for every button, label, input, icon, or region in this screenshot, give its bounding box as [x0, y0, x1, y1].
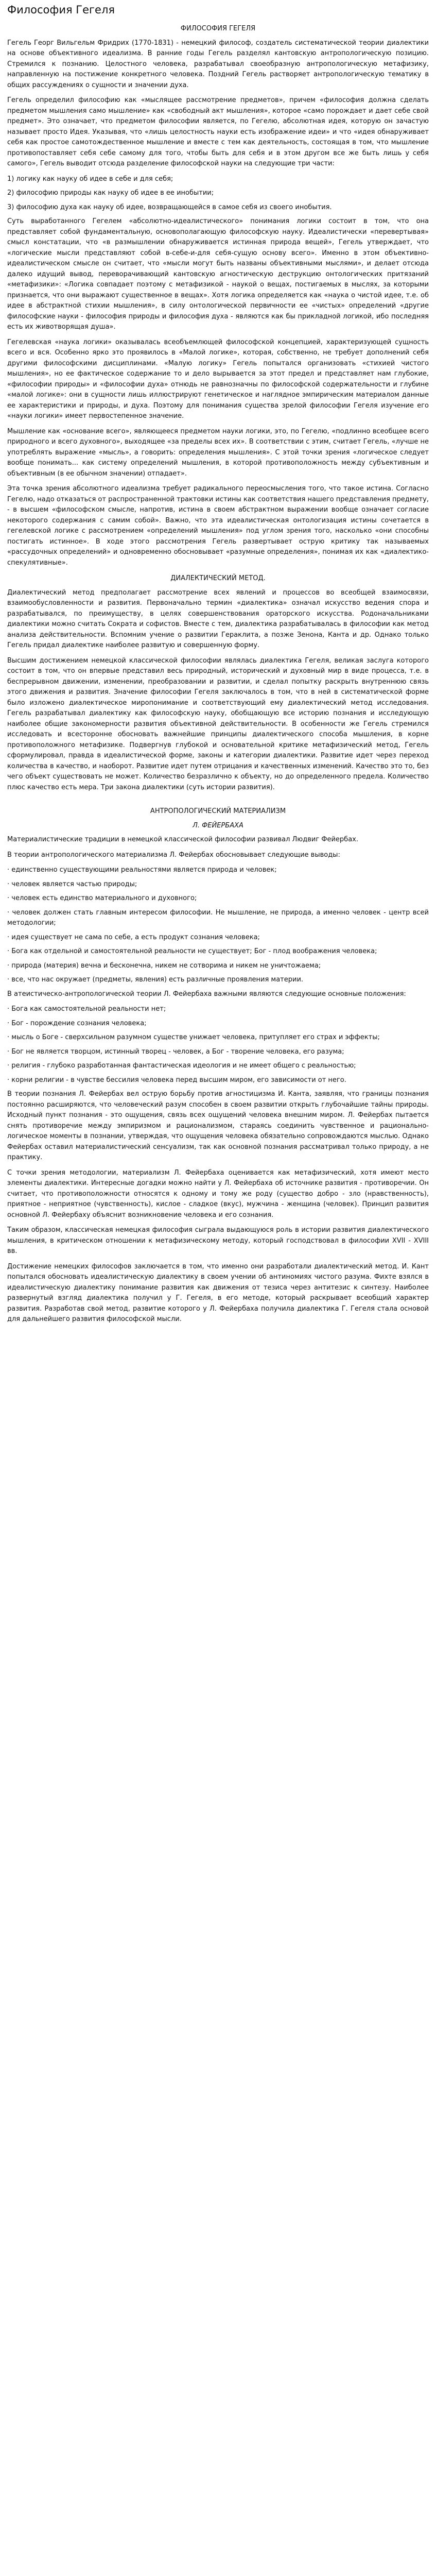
list-item: 3) философию духа как науку об идее, возвращающейся в самое себя из своего инобытия. [7, 203, 332, 211]
list-item: · мысль о Боге - сверхсильном разумном существе унижает человека, притупляет его страх и эффекты; [7, 1033, 380, 1042]
list-item: · Бог не является творцом, истинный творец - человек, а Бог - творение человека, его разума; [7, 1047, 344, 1056]
list-item: · идея существует не сама по себе, а есть продукт сознания человека; [7, 933, 260, 941]
section-heading-hegel: ФИЛОСОФИЯ ГЕГЕЛЯ [180, 25, 256, 33]
atheism-list [7, 1004, 429, 1086]
paragraph: Мышление как «основание всего», являющееся предметом науки логики, это, по Гегелю, «подлинно всеобщее всего природного и всего духовного», выходящее «за пределы всех их». В соответствии с этим, считает Гегель, «лучше не употреблять выражение «мысль», а говорить: определения мышления». С этой точки зрения «логическое следует вообще понимать... как систему определений мышления, в которой противоположность между субъективным и объективным (в ее обычном значении) отпадает». [7, 427, 429, 478]
paragraph: Гегелевская «наука логики» оказывалась всеобъемлющей философской концепцией, характеризующей сущность всего и вся. Особенно ярко это проявилось в «Малой логике», которая, собственно, не требует дополнений себя другими философскими дисциплинами. «Малую логику» Гегель попытался организовать «стихией чистого мышления», но ее фактическое содержание то и дело вырывается за этот предел и представляет нам глубокие, «философии природы» и «философии духа» отнюдь не равнозначны по философской содержательности и глубине «малой логике»: они в сущности лишь иллюстрируют генетическое и наглядное эмпирическим материалом данные ее характеристики и природы, и духа. Поэтому для понимания существа зрелой философии Гегеля изучение его «науки логики» имеет первостепенное значение. [7, 338, 429, 420]
list-item: · человек является частью природы; [7, 880, 137, 888]
list-item: · единственно существующими реальностями является природа и человек; [7, 866, 277, 874]
list-item: · Бога как отдельной и самостоятельной реальности не существует; Бог - плод воображения человека; [7, 947, 377, 956]
paragraph: С точки зрения методологии, материализм Л. Фейербаха оценивается как метафизический, хотя имеют место элементы диалектики. Интересные догадки можно найти у Л. Фейербаха об источнике развития - противоречии. Он считает, что противоположности относятся к одному и тому же роду (существо добро - зло (нравственность), приятное - неприятное (чувственность), кислое - сладкое (вкус), мужчина - женщина (человек). Принцип развития основной Л. Фейербаху объяснит возникновение человека и его сознания. [7, 1168, 429, 1219]
paragraph: В теории познания Л. Фейербах вел острую борьбу против агностицизма И. Канта, заявляя, что границы познания постоянно расширяются, что человеческий разум способен в своем развитии открыть глубочайшие тайны природы. Исходный пункт познания - это ощущения, связь всех ощущений человека внешним миром. Л. Фейербах пытается снять противоречие между эмпиризмом и рационализмом, стараясь соединить чувственное и рационально-логическое моменты в познании, утверждая, что ощущения человека обязательно сопровождаются мыслью. Однако Фейербах оставил материалистический сенсуализм, так как основной познания рассматривал только природу, а не практику. [7, 1090, 429, 1162]
list-item: · человек есть единство материального и духовного; [7, 894, 197, 903]
paragraph: Таким образом, классическая немецкая философия сыграла выдающуюся роль в истории развития диалектического мышления, в критическом отношении к метафизическому методу, который господствовал в философии XVII - XVIII вв. [7, 1226, 429, 1256]
list-item: · все, что нас окружает (предметы, явления) есть различные проявления материи. [7, 976, 304, 984]
paragraph: В теории антропологического материализма Л. Фейербах обосновывает следующие выводы: [7, 851, 340, 859]
list-item: · человек должен стать главным интересом философии. Не мышление, не природа, а именно человек - центр всей методологии; [7, 908, 429, 927]
conclusions-list [7, 865, 429, 986]
paragraph: Эта точка зрения абсолютного идеализма требует радикального переосмысления того, что такое истина. Согласно Гегелю, надо отказаться от распространенной трактовки истины как соответствия нашего представления предмету, - в высшем «философском смысле, напротив, истина в своем абстрактном выражении вообще означает согласие некоторого содержания с самим собой». Важно, что эта идеалистическая онтологизация истины сочетается в гегелевской логике с расcмотрением «определений мышления» под углом зрения того, насколько «они способны постигать истинное». В ходе этого рассмотрения Гегель развертывает острую критику так называемых «рассудочных определений» и одновременно обосновывает «разумные определения», понимая их как «диалектико-спекулятивные». [7, 485, 429, 567]
list-item: 2) философию природы как науку об идее в ее инобытии; [7, 189, 214, 197]
page-title: Философия Гегеля [7, 4, 115, 16]
paragraph: Достижение немецких философов заключается в том, что именно они разработали диалектический метод. И. Кант попытался обосновать идеалистическую диалектику в своем учении об антиномиях чистого разума. Фихте взялся в идеалистическую диалектику понимание развития как движения от тезиса через антитезис к синтезу. Наиболее развернутый взгляд диалектика получил у Г. Гегеля, в его методе, который раскрывает всеобщий характер развития. Разработав свой метод, развитие которого у Л. Фейербаха получила диалектика Г. Гегеля стала основой для дальнейшего развития философской мысли. [7, 1262, 429, 1324]
paragraph: Суть выработанного Гегелем «абсолютно-идеалистического» понимания логики состоит в том, что она представляет собой фундаментальную, основополагающую философскую науку. Идеалистически «перевертывая» смысл констатации, что «в размышлении обнаруживается истинная природа вещей», Гегель утверждает, что «логические мысли представляют собой в-себе-и-для себя-сущую основу всего». Именно в этом объективно-идеалистическом смысле он считает, что «мысли могут быть названы объективными мыслями», и делает отсюда далеко идущий вывод, переворачивающий кантовскую агностическую деструкцию онтологических притязаний «метафизики»: «Логика совпадает поэтому с метафизикой - наукой о вещах, постигаемых в мыслях, за которыми признается, что они выражают существенное в вещах». Хотя логика определяется как «наука о чистой идее, т.е. об идее в абстрактной стихии мышления», в силу онтологической первичности ее «чистых» определений «другие философские науки - философия природы и философия духа - являются как бы прикладной логикой, ибо последняя есть их животворящая душа». [7, 217, 429, 331]
paragraph: Материалистические традиции в немецкой классической философии развивал Людвиг Фейербах. [7, 836, 358, 844]
paragraph: Диалектический метод предполагает рассмотрение всех явлений и процессов во всеобщей взаимосвязи, взаимообусловленности и развития. Первоначально термин «диалектика» означал искусство ведения спора и разрабатывался, по преимуществу, в целях совершенствования ораторского искусства. Родоначальниками диалектики можно считать Сократа и софистов. Вместе с тем, диалектика разрабатывалась в философии как метод анализа действительности. Вспомним учение о развитии Гераклита, а позже Зенона, Канта и др. Однако только Гегель придал диалектике наиболее развитую и совершенную форму. [7, 588, 429, 650]
list-item: · природа (материя) вечна и бесконечна, никем не сотворима и никем не уничтожаема; [7, 961, 321, 970]
list-item: 1) логику как науку об идее в себе и для себя; [7, 175, 173, 183]
paragraph: Гегель Георг Вильгельм Фридрих (1770-1831) - немецкий философ, создатель систематической теории диалектики на основе объективного идеализма. В ранние годы Гегель разделял кантовскую антропологическую позицию. Стремился к познанию. Целостного человека, разрабатывал своеобразную антропологическую метафизику, направленную на постижение конкретного человека. Поздний Гегель растворяет антропологическую тематику в общих рассуждениях о сущности и значении духа. [7, 39, 429, 89]
section-subheading-feuerbach: Л. ФЕЙЕРБАХА [193, 821, 243, 829]
list-item: · Бог - порождение сознания человека; [7, 1019, 147, 1027]
list-item: · религия - глубоко разработанная фантастическая идеология и не имеет общего с реальностью; [7, 1062, 356, 1070]
philosophy-parts-list [7, 174, 429, 213]
paragraph: Высшим достижением немецкой классической философии являлась диалектика Гегеля, великая заслуга которого состоит в том, что он впервые представил весь природный, исторический и духовный мир в виде процесса, т.е. в беспрерывном движении, изменении, преобразовании и развитии, и сделал попытку раскрыть внутреннюю связь этого движения и развития. Значение философии Гегеля заключалось в том, что в ней в систематической форме было изложено диалектическое миропонимание и соответствующий ему диалектический метод исследования. Гегель разрабатывал диалектику как философскую науку, обобщающую все историю познания и исследующую наиболее общие закономерности развития объективной действительности. В особенности же Гегель стремился исследовать и всесторонне обосновать важнейшие принципы диалектического способа мышления, в корне противоположного метафизике. Подвергнув глубокой и основательной критике метафизический метод, Гегель сформулировал, правда в идеалистической форме, законы и категории диалектики. Развитие идет через переход количества в качество, и наоборот. Развитие идет путем отрицания и качественных изменений. Качество это то, без чего объект существовать не может. Количество безразлично к объекту, но до определенного предела. Количество плюс качество есть мера. Три закона диалектики (суть истории развития). [7, 656, 429, 791]
section-heading-dialectic: ДИАЛЕКТИЧЕСКИЙ МЕТОД. [170, 574, 266, 583]
section-heading-materialism: АНТРОПОЛОГИЧЕСКИЙ МАТЕРИАЛИЗМ [150, 807, 286, 816]
paragraph: Гегель определил философию как «мыслящее рассмотрение предметов», причем «философия должна сделать предметом мышления само мышление» как «свободный акт мышления», которое «само порождает и дает себе свой предмет». Это означает, что предметом философии является, по Гегелю, абсолютная идея, которую он зачастую называет просто Идея. Указывая, что «лишь целостность науки есть изображение идеи» и что «идея обнаруживает себя как простое самотождественное мышление и вместе с тем как деятельность, состоящая в том, что мышление противопоставляет себя себе самому для того, чтобы быть для себя и в этом другом все же быть лишь у себя самого», Гегель выводит отсюда разделение философской науки на следующие три части: [7, 96, 429, 168]
list-item: · Бога как самостоятельной реальности нет; [7, 1005, 166, 1013]
list-item: · корни религии - в чувстве бессилия человека перед высшим миром, его зависимости от него. [7, 1076, 346, 1084]
paragraph: В атеистическо-антропологической теории Л. Фейербаха важными являются следующие основные положения: [7, 990, 406, 998]
